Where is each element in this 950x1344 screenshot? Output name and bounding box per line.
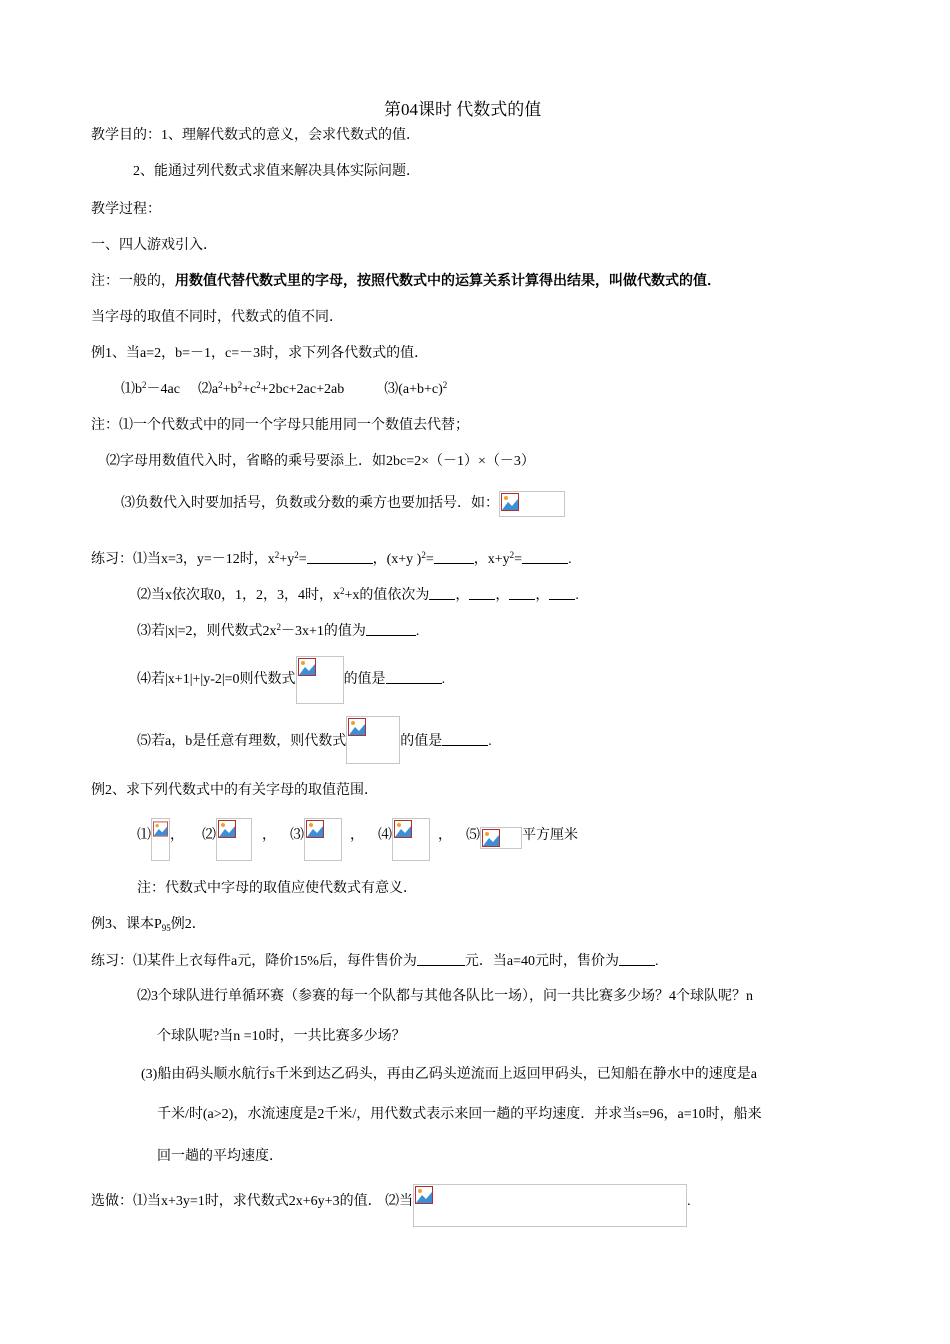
practice1-line4: ⑷若|x+1|+|y-2|=0则代数式 的值是 . [137,656,445,704]
objective-1: 教学目的：1、理解代数式的意义，会求代数式的值． [91,128,420,143]
practice2-line1: 练习：⑴某件上衣每件a元，降价15%后，每件售价为 元．当a=40元时，售价为 . [91,954,659,969]
image-placeholder [151,818,170,861]
broken-image-icon [415,1186,433,1204]
practice1-line2: ⑵当x依次取0，1，2，3，4时，$x^2+x$的值依次为 ， ， ， . [137,586,579,603]
note-1: 注：⑴一个代数式中的同一个字母只能用同一个数值去代替； [91,418,469,433]
note-2: ⑵字母用数值代入时，省略的乘号要添上．如2bc=2×（－1）×（－3） [106,454,535,469]
answer-blank[interactable] [549,586,575,600]
practice2-line6: 回一趟的平均速度． [157,1149,283,1164]
practice2-line5: 千米/时(a>2)，水流速度是2千米/，用代数式表示来回一趟的平均速度．并求当s=96，a=10时，船来 [157,1107,762,1122]
image-placeholder [216,818,252,861]
practice1-line1: 练习：⑴当x=3，y=－12时，$x^2+y^2=$ ，(x+y )$^2$= ，$x+y^2=$ . [91,550,572,567]
broken-image-icon [218,820,236,838]
practice2-line2: ⑵3个球队进行单循环赛（参赛的每一个队都与其他各队比一场），问一共比赛多少场？4个球队呢？n [137,989,753,1004]
image-placeholder [304,818,342,861]
broken-image-icon [153,820,171,838]
definition-bold: 用数值代替代数式里的字母，按照代数式中的运算关系计算得出结果，叫做代数式的值． [175,274,721,289]
answer-blank[interactable] [386,670,442,684]
optional-section: 选做：⑴当x+3y=1时，求代数式2x+6y+3的值． ⑵当 . [91,1184,691,1230]
note-value: 当字母的取值不同时，代数式的值不同． [91,310,343,325]
broken-image-icon [394,820,412,838]
page-title: 第04课时 代数式的值 [384,100,542,119]
practice2-line4: (3)船由码头顺水航行s千米到达乙码头，再由乙码头逆流而上返回甲码头，已知船在静水中的速度是a [141,1067,757,1082]
broken-image-icon [501,493,519,511]
example-1-parts: $⑴b^2-4ac$ $⑵a^2+b^2+c^2+2bc+2ac+2ab$ $⑶(a+b+c)^2$ [121,380,448,397]
answer-blank[interactable] [509,586,535,600]
broken-image-icon [298,658,316,676]
answer-blank[interactable] [307,550,373,564]
image-placeholder [499,491,565,517]
broken-image-icon [348,718,366,736]
example-3: 例3、课本$P_{95}$例2． [91,917,206,933]
practice2-line3: 个球队呢?当n =10时，一共比赛多少场？ [157,1029,406,1044]
objective-2: 2、能通过列代数式求值来解决具体实际问题． [133,164,420,179]
answer-blank[interactable] [429,586,455,600]
answer-blank[interactable] [434,550,474,564]
process-label: 教学过程： [91,202,161,217]
broken-image-icon [306,820,324,838]
example-2: 例2、求下列代数式中的有关字母的取值范围． [91,783,378,798]
image-placeholder [480,827,522,849]
image-placeholder [296,656,344,704]
example-2-note: 注：代数式中字母的取值应使代数式有意义． [137,881,417,896]
answer-blank[interactable] [366,622,416,636]
broken-image-icon [482,829,500,847]
practice1-line3: ⑶若|x|=2，则代数式$2x^2-3x+1$的值为 . [137,622,420,639]
image-placeholder [346,716,400,764]
practice1-line5: ⑸若a，b是任意有理数，则代数式 的值是 . [137,716,492,764]
answer-blank[interactable] [442,732,488,746]
image-placeholder [392,818,430,861]
example-1: 例1、当a=2，b=－1，c=－3时，求下列各代数式的值． [91,346,429,361]
section-heading: 一、四人游戏引入． [91,238,217,253]
image-placeholder [413,1184,687,1227]
answer-blank[interactable] [417,952,465,966]
definition-prefix: 注：一般的， [91,274,175,289]
note-3: ⑶负数代入时要加括号，负数或分数的乘方也要加括号．如： [121,491,565,517]
example-2-items: ⑴ ， ⑵ ， ⑶ ， ⑷ ， ⑸ 平方厘米 [137,818,578,862]
answer-blank[interactable] [619,952,655,966]
answer-blank[interactable] [469,586,495,600]
definition [91,273,721,291]
answer-blank[interactable] [522,550,568,564]
